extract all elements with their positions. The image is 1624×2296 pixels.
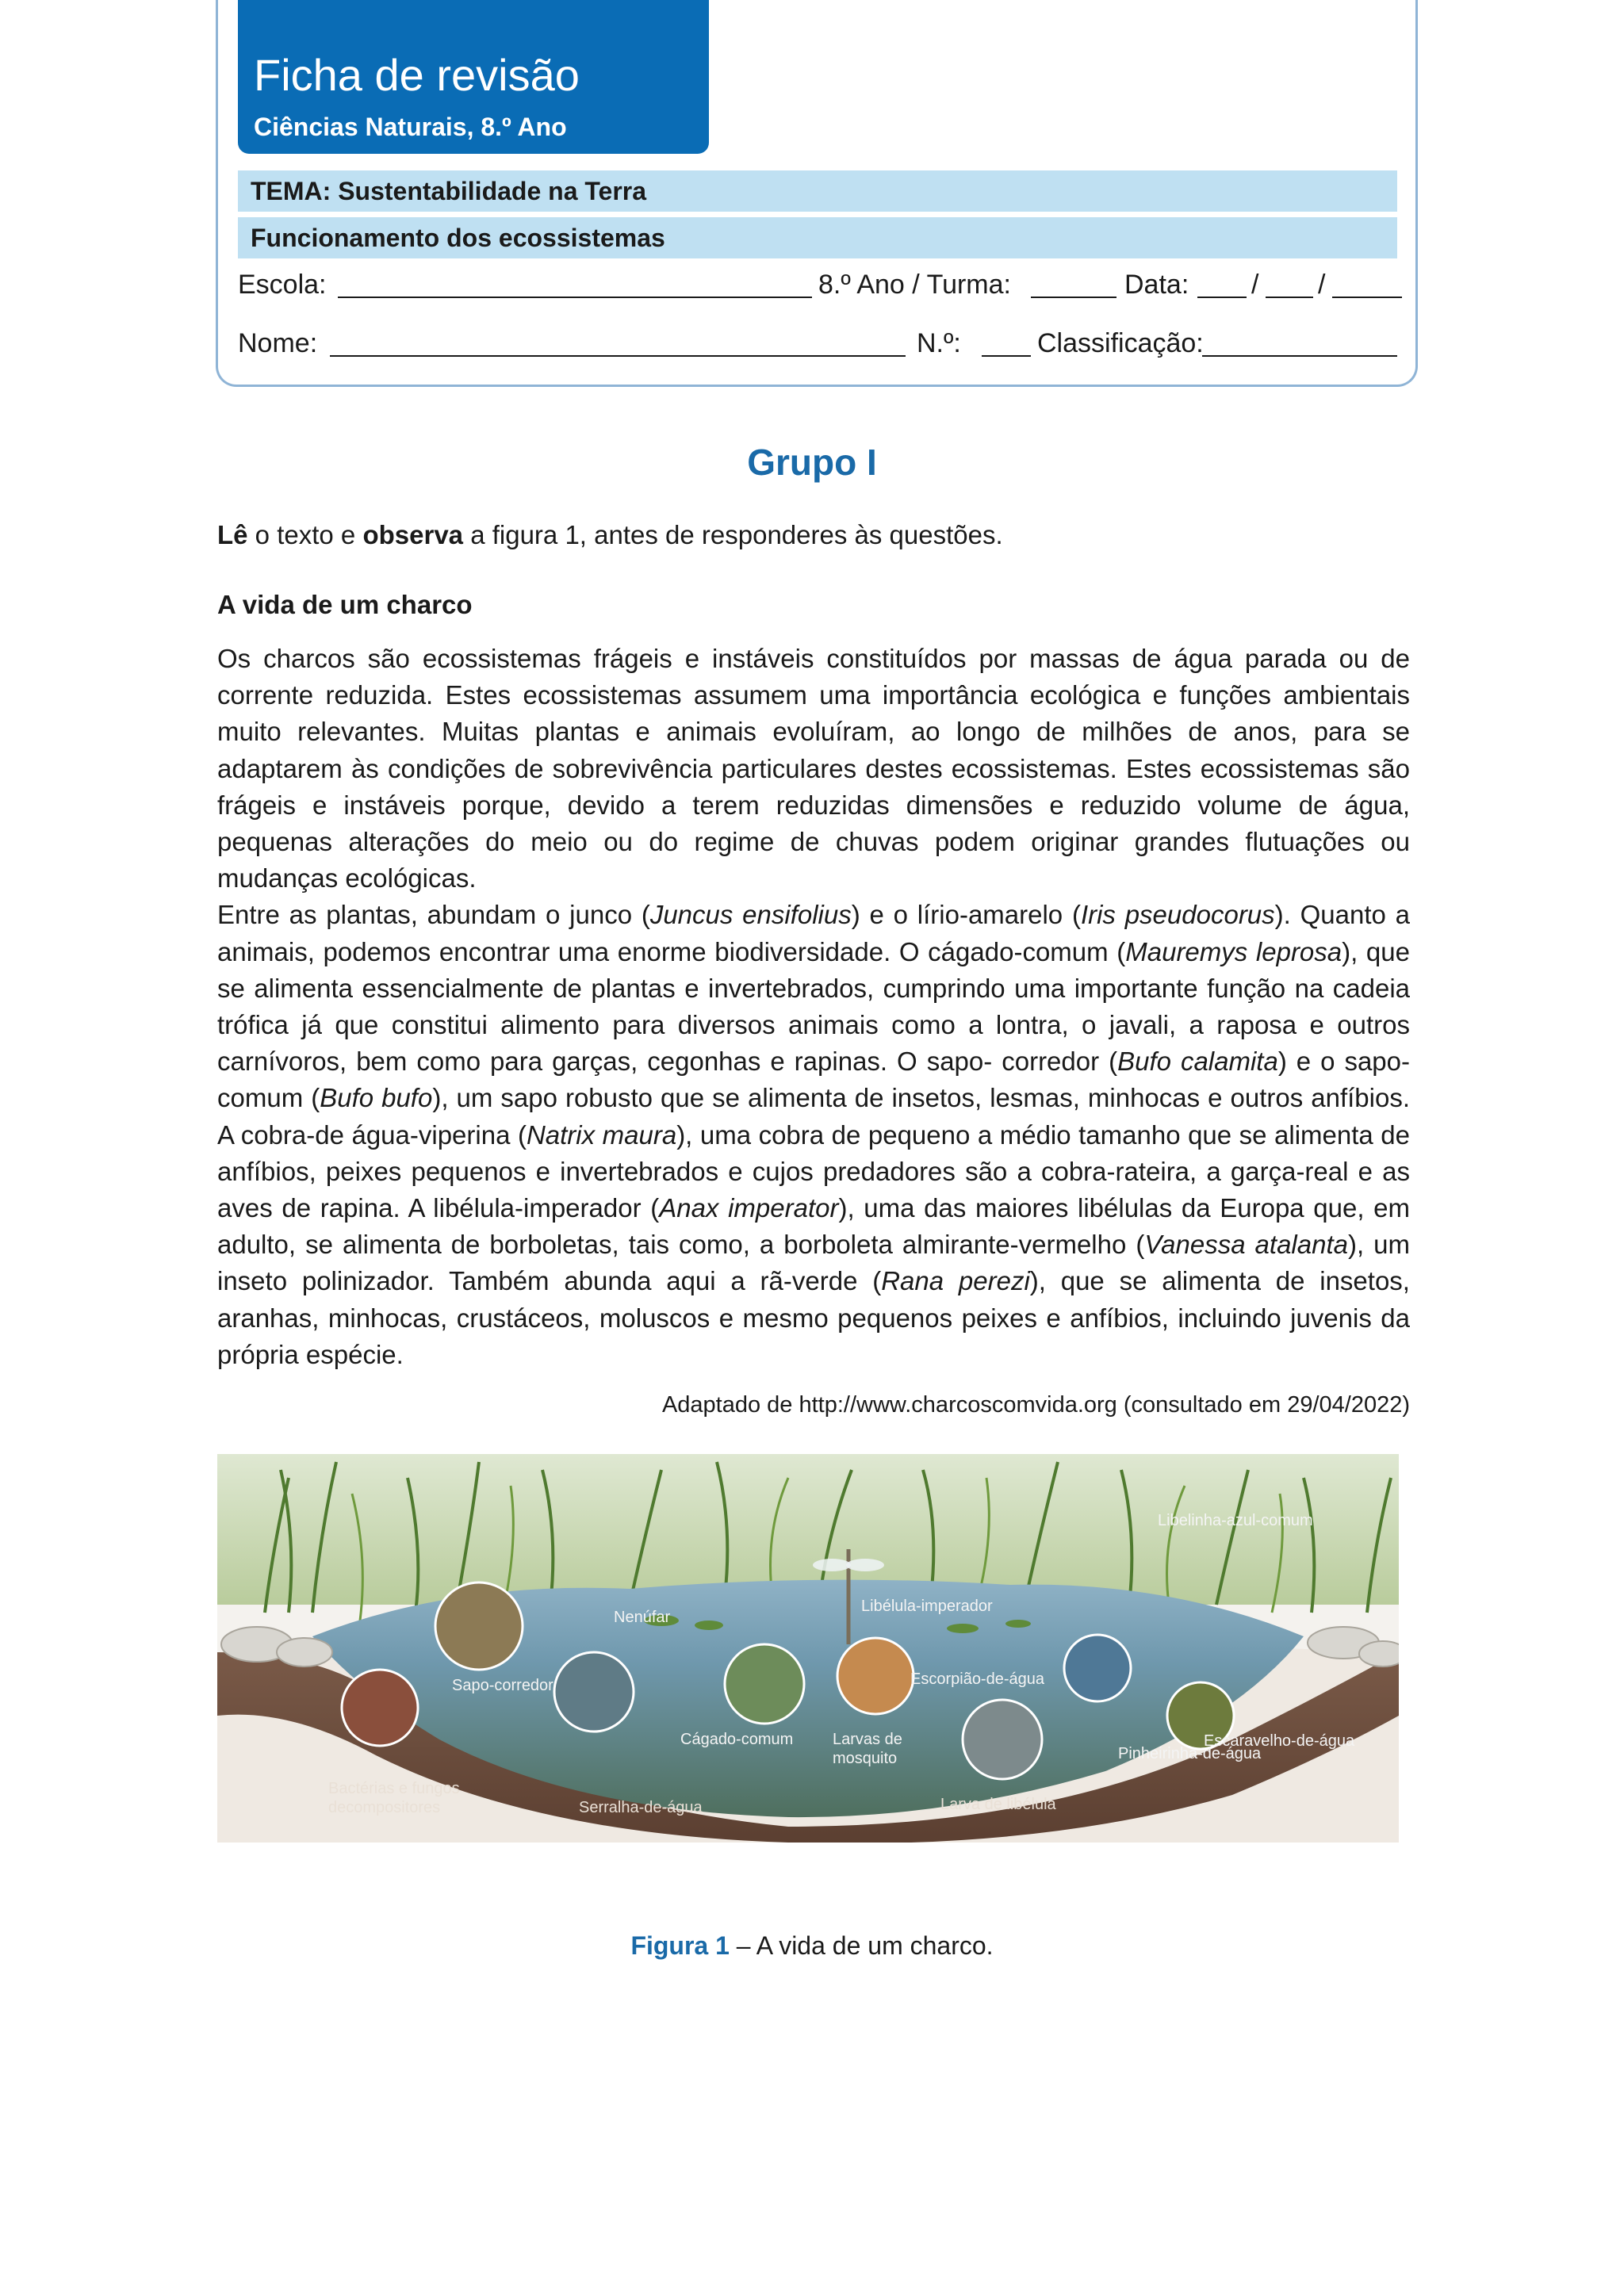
topic-band: Funcionamento dos ecossistemas	[238, 217, 1397, 258]
p2-species: Bufo calamita	[1117, 1047, 1278, 1077]
classificacao-field[interactable]	[1202, 328, 1397, 357]
intro-observa: observa	[362, 520, 464, 549]
p2-species: Mauremys leprosa	[1125, 936, 1342, 966]
p2-species: Rana perezi	[881, 1266, 1030, 1296]
numero-label: N.º:	[917, 328, 961, 358]
caption-text: – A vida de um charco.	[729, 1931, 994, 1960]
ano-turma-label: 8.º Ano / Turma:	[818, 270, 1011, 300]
label-larvas-mosquito-2: mosquito	[833, 1750, 898, 1767]
label-escorpiao: Escorpião-de-água	[910, 1670, 1044, 1688]
p2-species: Bufo bufo	[320, 1083, 433, 1113]
paragraph-2	[217, 897, 1410, 1373]
worksheet-title: Ficha de revisão	[254, 50, 580, 100]
classificacao-label: Classificação:	[1037, 328, 1204, 358]
p2-seg: ) e o sapo-comum (	[217, 1047, 1410, 1113]
p2-seg: ), que se alimenta de insetos, aranhas, minhocas, crustáceos, moluscos e mesmo pequenos peixes e anfíbios, incluindo juvenis da própria espécie.	[217, 1266, 1410, 1369]
label-libelula: Libélula-imperador	[861, 1598, 993, 1615]
p2-species: Juncus ensifolius	[649, 900, 852, 930]
date-slash-1: /	[1251, 270, 1259, 300]
section-title: A vida de um charco	[217, 590, 473, 619]
escola-label: Escola:	[238, 270, 327, 300]
p2-seg: ), uma cobra de pequeno a médio tamanho que se alimenta de anfíbios, peixes pequenos e invertebrados e cujos predadores são a cobra-rateira, a garça-real e as aves de rapina. A libélula-imperador (	[217, 1119, 1410, 1223]
label-libelinha: Libelinha-azul-comum	[1158, 1512, 1313, 1529]
reading-text	[217, 641, 1410, 1373]
title-tab	[238, 0, 709, 154]
p2-seg: ), que se alimenta essencialmente de plantas e invertebrados, cumprindo uma importante função na cadeia trófica já que constitui alimento para diversos animais como a lontra, o javali, a raposa e outros carnívoros, bem como para garças, cegonhas e rapinas. O sapo- corredor (	[217, 936, 1410, 1077]
data-label: Data:	[1124, 270, 1189, 300]
intro-text-2: a figura 1, antes de responderes às questões.	[463, 520, 1003, 549]
intro-le: Lê	[217, 520, 248, 549]
paragraph-1: Os charcos são ecossistemas frágeis e instáveis constituídos por massas de água parada ou de corrente reduzida. Estes ecossistemas assumem uma importância ecológica e funções ambientais muito relevantes. Muitas plantas e animais evoluíram, ao longo de milhões de anos, para se adaptarem às condições de sobrevivência particulares destes ecossistemas. Estes ecossistemas são frágeis e instáveis porque, devido a terem reduzidas dimensões e reduzido volume de água, pequenas alterações do meio ou do regime de chuvas podem originar grandes flutuações ou mudanças ecológicas.	[217, 644, 1410, 894]
nome-field[interactable]	[330, 328, 906, 357]
label-pinheirinha: Pinheirinha-de-água	[1118, 1745, 1262, 1762]
p2-species: Natrix maura	[526, 1119, 677, 1150]
p2-species: Anax imperator	[659, 1193, 839, 1223]
intro-text-1: o texto e	[247, 520, 363, 549]
p2-seg: ). Quanto a animais, podemos encontrar uma enorme biodiversidade. O cágado-comum (	[217, 900, 1410, 966]
intro-instruction	[217, 520, 1003, 550]
group-title: Grupo I	[747, 442, 877, 483]
p2-seg: ) e o lírio-amarelo (	[851, 900, 1081, 930]
theme-band: TEMA: Sustentabilidade na Terra	[238, 170, 1397, 212]
source-citation: Adaptado de http://www.charcoscomvida.org (consultado em 29/04/2022)	[661, 1392, 1410, 1418]
data-day-field[interactable]	[1197, 270, 1247, 298]
p2-species: Iris pseudocorus	[1080, 900, 1275, 930]
p2-seg: Entre as plantas, abundam o junco (	[217, 900, 650, 930]
label-bacterias-2: decompositores	[328, 1799, 441, 1816]
caption-figure-number: Figura 1	[630, 1931, 730, 1960]
pond-illustration	[217, 1454, 1399, 1843]
p2-seg: ), uma das maiores libélulas da Europa que, em adulto, se alimenta de borboletas, tais como, a borboleta almirante-vermelho (	[217, 1193, 1411, 1260]
nome-label: Nome:	[238, 328, 318, 358]
label-serralha: Serralha-de-água	[579, 1799, 703, 1816]
p2-species: Vanessa atalanta	[1144, 1230, 1348, 1260]
escola-field[interactable]	[338, 270, 812, 298]
pond-figure	[217, 1454, 1399, 1843]
worksheet-subtitle: Ciências Naturais, 8.º Ano	[254, 113, 567, 141]
label-escaravelho: Escaravelho-de-água	[1204, 1732, 1355, 1750]
data-month-field[interactable]	[1266, 270, 1313, 298]
form-row-escola	[238, 270, 1404, 304]
date-slash-2: /	[1318, 270, 1326, 300]
figure-caption	[0, 1931, 1624, 1961]
form-row-nome	[238, 328, 1404, 363]
data-year-field[interactable]	[1332, 270, 1402, 298]
label-nenufar: Nenúfar	[614, 1609, 671, 1626]
p2-seg: ), um inseto polinizador. Também abunda aqui a rã-verde (	[217, 1230, 1410, 1296]
turma-field[interactable]	[1031, 270, 1116, 298]
label-larvas-mosquito-1: Larvas de	[833, 1731, 902, 1748]
numero-field[interactable]	[982, 328, 1031, 357]
p2-seg: ), um sapo robusto que se alimenta de insetos, lesmas, minhocas e outros anfíbios. A cobra-de água-viperina (	[217, 1083, 1411, 1150]
label-bacterias-1: Bactérias e fungos	[328, 1780, 460, 1797]
label-larva-libelula: Larva de libélula	[940, 1796, 1056, 1813]
label-sapo: Sapo-corredor	[452, 1677, 553, 1694]
label-cagado: Cágado-comum	[680, 1731, 794, 1748]
